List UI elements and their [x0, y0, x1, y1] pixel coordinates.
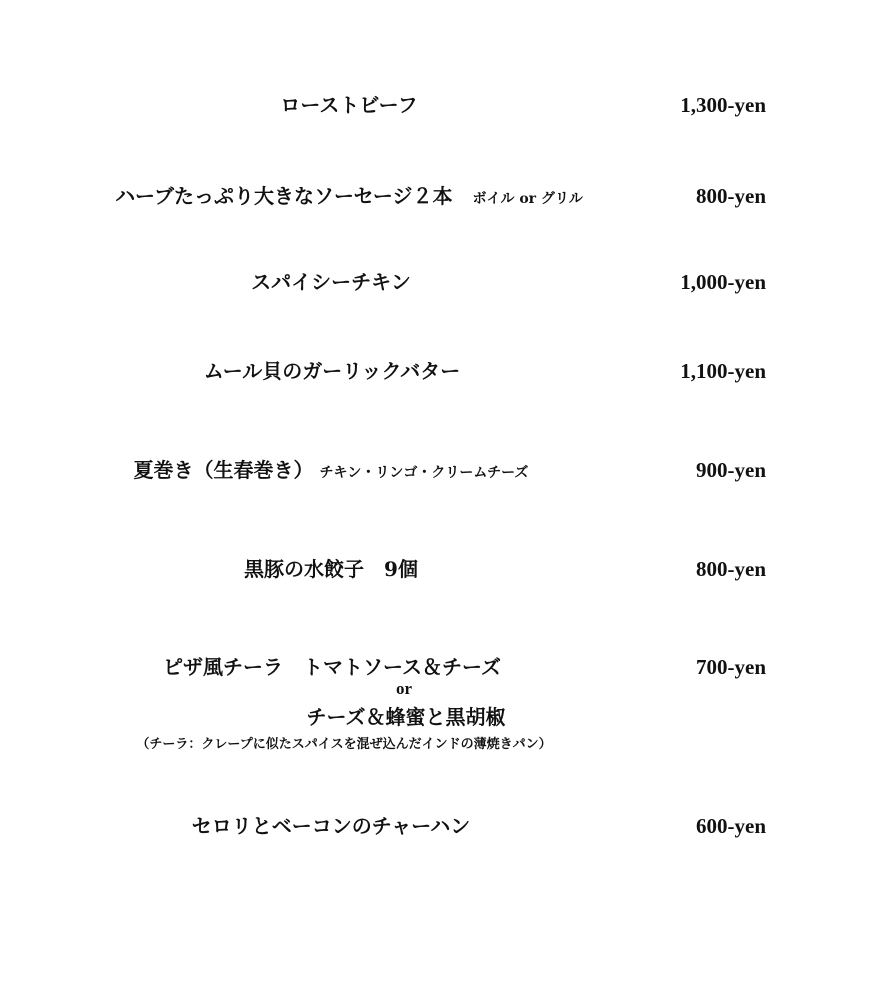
- menu-item-price: 600-yen: [696, 814, 766, 838]
- menu-item-price: 1,000-yen: [680, 270, 766, 294]
- menu-item-price: 800-yen: [696, 557, 766, 581]
- menu-item-alt: チーズ＆蜂蜜と黒胡椒: [306, 705, 506, 729]
- menu-item-or: or: [395, 679, 413, 698]
- menu-item-price: 1,100-yen: [680, 359, 766, 383]
- menu-item-label: ムール貝のガーリックバター: [203, 359, 461, 383]
- menu-item-name: [280, 93, 417, 117]
- menu-item-note: ボイル or グリル: [472, 191, 583, 207]
- menu-item-name: [192, 814, 470, 838]
- menu-item-name: [244, 557, 418, 581]
- menu-item-price: 800-yen: [696, 184, 766, 208]
- menu-item-label: ハーブたっぷり大きなソーセージ２本: [115, 184, 453, 208]
- menu-item-price: 1,300-yen: [680, 93, 766, 117]
- menu-item-label: 夏巻き（生春巻き）: [133, 458, 314, 482]
- menu-item-note: チキン・リンゴ・クリームチーズ: [319, 465, 529, 481]
- menu-item-name: [134, 458, 529, 485]
- menu-item-explanation: （チーラ：クレープに似たスパイスを混ぜ込んだインドの薄焼きパン）: [136, 737, 552, 752]
- menu-item-price: 900-yen: [696, 458, 766, 482]
- menu-item-label: ピザ風チーラ トマトソース＆チーズ: [163, 655, 501, 679]
- menu-item-label: スパイシーチキン: [251, 270, 411, 294]
- menu-item-label: ローストビーフ: [280, 93, 418, 117]
- menu-item-name: [251, 270, 411, 294]
- menu-item-name: [115, 184, 583, 211]
- menu-item-label: セロリとベーコンのチャーハン: [191, 814, 471, 838]
- menu-item-label: 黒豚の水餃子 9個: [244, 557, 418, 581]
- menu-item-price: 700-yen: [696, 655, 766, 679]
- menu-item-name: [204, 359, 461, 383]
